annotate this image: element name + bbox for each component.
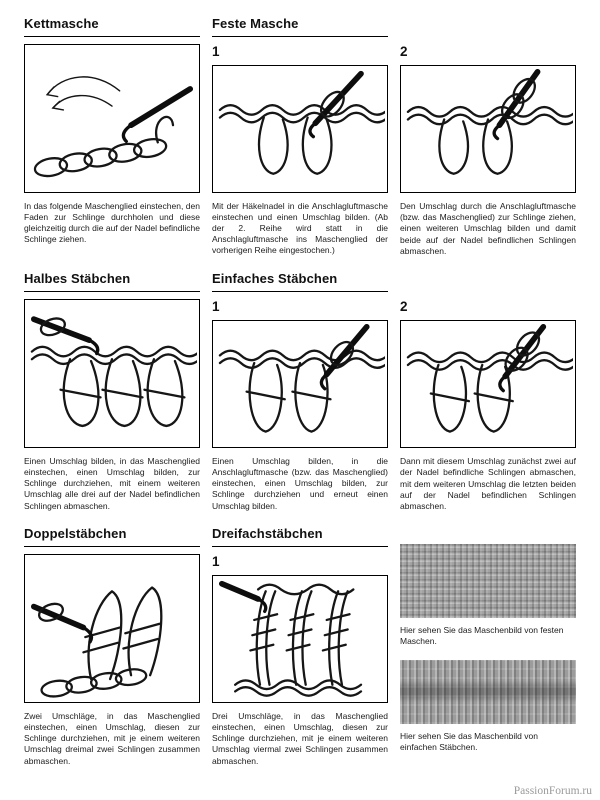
doppelstaebchen-illustration xyxy=(27,557,197,700)
section-einfaches-staebchen-step2 xyxy=(400,271,576,512)
instruction-grid xyxy=(24,16,576,767)
step-number: 1 xyxy=(212,553,220,569)
halbes-staebchen-illustration xyxy=(27,302,197,445)
caption-einfaches-staebchen-step2: Dann mit diesem Umschlag zunächst zwei auf der Nadel befindliche Schlingen abmaschen, mit dem weiteren Umschlag die letzten beiden auf der Nadel befindlichen Schlingen abmaschen. xyxy=(400,456,576,511)
caption-dreifachstaebchen: Drei Umschläge, in das Maschenglied einstechen, einen Umschlag, diesen zur Schlinge durchziehen, mit je einem weiteren Umschlag viermal zwei Schlingen zusammen abmaschen. xyxy=(212,710,388,766)
section-title-feste-masche: Feste Masche xyxy=(212,16,388,37)
halbes-staebchen-diagram xyxy=(24,299,200,448)
step-number: 2 xyxy=(400,44,408,59)
caption-swatch-feste-maschen: Hier sehen Sie das Maschenbild von festen Maschen. xyxy=(400,625,564,647)
watermark: PassionForum.ru xyxy=(513,785,592,797)
caption-einfaches-staebchen-step1: Einen Umschlag bilden, in die Anschlagluftmasche (bzw. das Maschenglied) einstechen, einen Umschlag bilden, zur Schlinge durchziehen und erneut einen Umschlag bilden. xyxy=(212,455,388,511)
section-einfaches-staebchen-step1 xyxy=(212,271,388,512)
section-dreifachstaebchen xyxy=(212,526,388,767)
section-title-dreifachstaebchen: Dreifachstäbchen xyxy=(212,526,388,547)
einfaches-staebchen-step1-diagram xyxy=(212,320,388,448)
dreifachstaebchen-illustration xyxy=(215,578,385,700)
section-doppelstaebchen xyxy=(24,526,200,767)
crochet-hook xyxy=(315,73,361,123)
swatch-photo-feste-maschen xyxy=(400,544,576,618)
feste-masche-step1-illustration xyxy=(215,68,385,190)
section-kettmasche xyxy=(24,16,200,257)
caption-feste-masche-step2: Den Umschlag durch die Anschlagluftmasche (bzw. das Maschenglied) zur Schlinge ziehen, einen weiteren Umschlag bilden und damit beide auf der Nadel befindlichen Schlingen abmaschen. xyxy=(400,201,576,256)
section-swatches xyxy=(400,544,576,767)
einfaches-staebchen-step2-diagram xyxy=(400,320,576,448)
step-number: 2 xyxy=(400,299,408,315)
swatch-photo-einfache-staebchen xyxy=(400,660,576,724)
section-halbes-staebchen xyxy=(24,271,200,512)
einfaches-staebchen-step1-illustration xyxy=(215,323,385,445)
dreifachstaebchen-diagram xyxy=(212,575,388,703)
step-number: 1 xyxy=(212,298,220,314)
kettmasche-diagram xyxy=(24,44,200,193)
section-feste-masche-step2 xyxy=(400,16,576,257)
feste-masche-step2-illustration xyxy=(403,68,573,190)
caption-halbes-staebchen: Einen Umschlag bilden, in das Maschenglied einstechen, einen Umschlag bilden, zur Schlinge durchziehen, mit einem weiteren Umschlag alle drei auf der Nadel befindlichen Schlingen abmaschen. xyxy=(24,455,200,511)
feste-masche-step1-diagram xyxy=(212,65,388,193)
caption-doppelstaebchen: Zwei Umschläge, in das Maschenglied einstechen, einen Umschlag, diesen zur Schlinge durchziehen, mit je einem weiteren Umschlag dreimal zwei Schlingen zusammen abmaschen. xyxy=(24,710,200,766)
doppelstaebchen-diagram xyxy=(24,554,200,703)
section-title-kettmasche: Kettmasche xyxy=(24,16,200,37)
direction-arrows xyxy=(47,76,119,109)
section-title-halbes-staebchen: Halbes Stäbchen xyxy=(24,271,200,292)
einfaches-staebchen-step2-illustration xyxy=(403,323,573,445)
caption-kettmasche: In das folgende Maschenglied einstechen, den Faden zur Schlinge durchholen und diese gleichzeitig durch die auf der Nadel befindliche Schlinge ziehen. xyxy=(24,200,200,245)
section-feste-masche-step1 xyxy=(212,16,388,257)
section-title-einfaches-staebchen: Einfaches Stäbchen xyxy=(212,271,388,292)
caption-feste-masche-step1: Mit der Häkelnadel in die Anschlagluftmasche einstechen und einen Umschlag bilden. (Ab der 2. Reihe wird statt in die Anschlagluftmasche ins Maschenglied der vorherigen Reihe eingestochen.) xyxy=(212,200,388,256)
step-number: 1 xyxy=(212,43,220,59)
section-title-doppelstaebchen: Doppelstäbchen xyxy=(24,526,200,547)
feste-masche-step2-diagram xyxy=(400,65,576,193)
kettmasche-illustration xyxy=(27,47,197,190)
caption-swatch-einfache-staebchen: Hier sehen Sie das Maschenbild von einfachen Stäbchen. xyxy=(400,730,538,752)
crochet-hook xyxy=(222,584,258,599)
